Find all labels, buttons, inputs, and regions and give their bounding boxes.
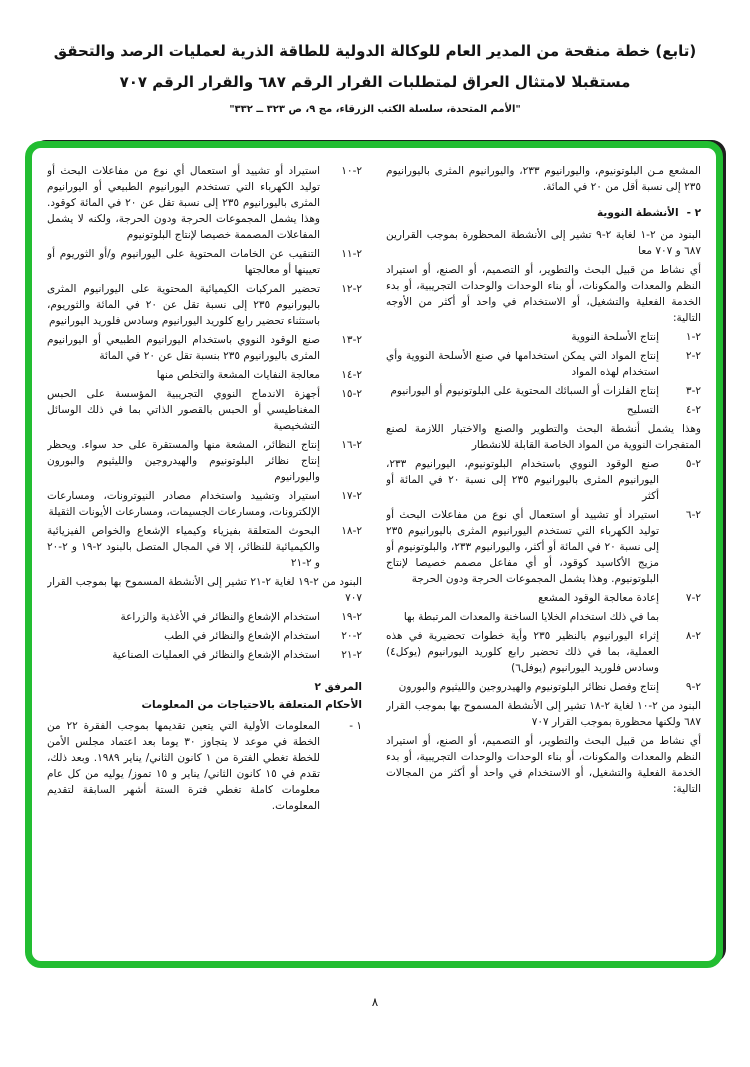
item-text: إعادة معالجة الوقود المشعع <box>538 592 659 604</box>
item-text: صنع الوقود النووي باستخدام اليورانيوم الطبيعي أو اليورانيوم المثرى باليورانيوم ٢٣٥ بنسبة تقل عن ٢٠ في المائة <box>47 334 320 362</box>
item-text: استخدام الإشعاع والنظائر في الطب <box>164 630 320 642</box>
text-block <box>47 628 362 644</box>
two-column-layout <box>47 160 701 953</box>
item-number: ٢-١٠ <box>341 165 362 177</box>
text-block <box>386 383 701 399</box>
item-number: ٢-٢ <box>685 350 701 362</box>
text-block <box>47 488 362 520</box>
text-block <box>47 367 362 383</box>
text-block <box>386 733 701 797</box>
item-number: ٢-١ <box>685 331 701 343</box>
header-title-line-1: (تابع) خطة منقحة من المدير العام للوكالة الدولية للطاقة الذرية لعمليات الرصد والتحقق <box>53 42 697 60</box>
item-number: ٢-٢١ <box>341 649 362 661</box>
item-number: ٢-١٧ <box>341 490 362 502</box>
text-block <box>386 227 701 259</box>
content-frame-border <box>25 141 723 968</box>
text-block <box>386 590 701 606</box>
text-block <box>47 246 362 278</box>
text-block <box>386 329 701 345</box>
text-block <box>386 507 701 587</box>
item-text: التسليح <box>626 404 659 416</box>
item-number: ١ - <box>349 720 362 732</box>
item-text: البنود من ٢-١ لغاية ٢-٩ تشير إلى الأنشطة المحظورة بموجب القرارين ٦٨٧ و ٧٠٧ معا <box>386 229 701 257</box>
text-block <box>386 628 701 676</box>
item-text: إنتاج وفصل نظائر البلوتونيوم والهيدروجين والليثيوم والبورون <box>398 681 659 693</box>
item-number: ٢-١٣ <box>341 334 362 346</box>
item-text: صنع الوقود النووي باستخدام البلوتونيوم، اليورانيوم ٢٣٣، اليورانيوم المثرى باليورانيوم ٢٣٥ إلى نسبة ٢٠ في المائة أو أكثر <box>386 458 660 502</box>
text-block <box>47 647 362 663</box>
item-text: البنود من ٢-١٩ لغاية ٢-٢١ تشير إلى الأنشطة المسموح بها بموجب القرار ٧٠٧ <box>47 576 362 604</box>
item-text: البحوث المتعلقة بفيزياء وكيمياء الإشعاع والخواص الفيزيائية والكيميائية للنظائر، إلا في المجال المتصل بالبنود ٢-١٩ و ٢-٢٠ و ٢-٢١ <box>47 525 320 569</box>
item-text: وهذا يشمل أنشطة البحث والتطوير والصنع والاختبار اللازمة لصنع المتفجرات النووية من المواد الخاصة القابلة للانشطار <box>386 423 701 451</box>
item-text: إنتاج الأسلحة النووية <box>571 331 659 343</box>
item-text: معالجة النفايات المشعة والتخلص منها <box>156 369 320 381</box>
text-block <box>47 437 362 485</box>
item-text: استخدام الإشعاع والنظائر في العمليات الصناعية <box>112 649 320 661</box>
text-block <box>386 421 701 453</box>
text-block <box>386 262 701 326</box>
item-text: البنود من ٢-١٠ لغاية ٢-١٨ تشير إلى الأنشطة المسموح بها بموجب القرار ٦٨٧ ولكنها محظورة بموجب القرار ٧٠٧ <box>386 700 701 728</box>
item-text: استيراد أو تشييد أو استعمال أي نوع من مفاعلات البحث أو توليد الكهرباء التي تستخدم اليورانيوم المثرى باليورانيوم ٢٣٥ إلى نسبة ٢٠ في المائة أو أكثر، واليورانيوم ٢٣٣، والبلوتونيوم أو مزيج الأكاسيد كوقود، أو أي مفاعل مصمم خصيصا لإنتاج البلوتونيوم. وهذا يشمل المجموعات الحرجة ودون الحرجة <box>386 509 659 585</box>
item-text: الأنشطة النووية <box>597 207 679 219</box>
item-text: استخدام الإشعاع والنظائر في الأغذية والزراعة <box>120 611 320 623</box>
document-header <box>0 0 750 115</box>
text-block <box>386 163 701 195</box>
item-text: إنتاج المواد التي يمكن استخدامها في صنع الأسلحة النووية وأي استخدام لهذه المواد <box>386 350 659 378</box>
item-number: ٢-٦ <box>685 509 701 521</box>
item-number: ٢-٨ <box>685 630 701 642</box>
text-block <box>47 523 362 571</box>
text-block <box>386 456 701 504</box>
header-title-line-2: مستقبلا لامتثال العراق لمتطلبات القرار الرقم ٦٨٧ والقرار الرقم ٧٠٧ <box>119 72 631 91</box>
item-text: تحضير المركبات الكيميائية المحتوية على اليورانيوم المثرى باليورانيوم ٢٣٥ إلى نسبة تقل عن ٢٠ في المائة والثوريوم، باستثناء تحضير رابع كلوريد اليورانيوم وسادس فلوريد اليورانيوم <box>47 283 320 327</box>
text-block <box>386 679 701 695</box>
item-text: استيراد أو تشييد أو استعمال أي نوع من مفاعلات البحث أو توليد الكهرباء التي تستخدم اليورانيوم الطبيعي أو اليورانيوم المثرى باليورانيوم ٢٣٥ إلى نسبة تقل عن ٢٠ في المائة كوقود. وهذا يشمل المجموعات الحرجة ودون الحرجة، ولكنه لا يشمل المفاعلات المصممة خصيصا لإنتاج البلوتونيوم <box>47 165 320 241</box>
text-block <box>47 386 362 434</box>
item-number: ٢-١١ <box>341 248 362 260</box>
item-text: المرفق ٢ <box>314 681 362 693</box>
column-left <box>47 160 362 953</box>
item-number: ٢-٩ <box>685 681 701 693</box>
item-number: ٢-١٦ <box>341 439 362 451</box>
item-text: المشعع مـن البلوتونيوم، واليورانيوم ٢٣٣، واليورانيوم المثرى باليورانيوم ٢٣٥ إلى نسبة أقل من ٢٠ في المائة. <box>386 165 701 193</box>
item-number: ٢-١٥ <box>341 388 362 400</box>
item-number: ٢-١٩ <box>341 611 362 623</box>
item-text: أجهزة الاندماج النووي التجريبية المؤسسة على الحبس المغناطيسي أو الحبس بالقصور الذاتي بما في ذلك الوسائل التشخيصية <box>47 388 320 432</box>
item-number: ٢-٥ <box>685 458 701 470</box>
text-block <box>386 348 701 380</box>
text-block <box>47 332 362 364</box>
item-number: ٢-٧ <box>685 592 701 604</box>
text-block <box>47 609 362 625</box>
text-block <box>47 163 362 243</box>
item-text: الأحكام المتعلقة بالاحتياجات من المعلومات <box>141 699 362 711</box>
item-number: ٢-١٤ <box>341 369 362 381</box>
text-block <box>47 574 362 606</box>
item-text: أي نشاط من قبيل البحث والتطوير، أو التصميم، أو الصنع، أو استيراد النظم والمعدات والمكونات، أو بناء الوحدات والوحدات التجريبية، أو بدء الخدمة الفعلية والتشغيل، أو الاستخدام في واحد أو أكثر من الأوجه التالية: <box>386 264 701 324</box>
item-number: ٢-٤ <box>685 404 701 416</box>
column-right <box>386 160 701 953</box>
item-text: المعلومات الأولية التي يتعين تقديمها بموجب الفقرة ٢٢ من الخطة في موعد لا يتجاوز ٣٠ يوما بعد اعتماد مجلس الأمن للخطة تغطي الفترة من ١ كانون الثاني/ يناير ١٩٨٩. وبعد ذلك، تقدم في ١٥ كانون الثاني/ يناير و ١٥ تموز/ يوليه من كل عام معلومات كاملة تغطي فترة الستة أشهر السابقة لتقديم المعلومات. <box>47 720 321 812</box>
page-number: ٨ <box>371 995 379 1009</box>
item-number: ٢-١٢ <box>341 283 362 295</box>
header-source-citation: "الأمم المتحدة، سلسلة الكتب الزرقاء، مج ٩، ص ٣٢٣ ــ ٣٣٢" <box>229 103 521 115</box>
text-block <box>386 402 701 418</box>
text-block <box>47 718 362 814</box>
item-number: ٢-٢٠ <box>341 630 362 642</box>
item-number: ٢-١٨ <box>341 525 362 537</box>
item-text: إثراء اليورانيوم بالنظير ٢٣٥ وأية خطوات تحضيرية في هذه العملية، بما في ذلك تحضير رابع كلوريد اليورانيوم (يوكل٤) وسادس فلوريد اليورانيوم (يوفل٦) <box>386 630 660 674</box>
text-block <box>47 679 362 695</box>
item-number: ٢-٣ <box>685 385 701 397</box>
item-text: التنقيب عن الخامات المحتوية على اليورانيوم و/أو الثوريوم أو تعيينها أو معالجتها <box>47 248 320 276</box>
text-block <box>386 205 701 221</box>
item-text: إنتاج النظائر، المشعة منها والمستقرة على حد سواء. ويحظر إنتاج نظائر البلوتونيوم والهيدروجين والليثيوم والبورون واليورانيوم <box>47 439 320 483</box>
item-text: بما في ذلك استخدام الخلايا الساخنة والمعدات المرتبطة بها <box>403 611 659 623</box>
text-block <box>47 697 362 713</box>
text-block <box>386 609 659 625</box>
item-text: إنتاج الفلزات أو السبائك المحتوية على البلوتونيوم أو اليورانيوم <box>390 385 659 397</box>
item-text: أي نشاط من قبيل البحث والتطوير، أو التصميم، أو الصنع، أو استيراد النظم والمعدات والمكونات، أو بناء الوحدات والوحدات التجريبية، أو بدء الخدمة الفعلية والتشغيل، أو الاستخدام في واحد أو أكثر من المجالات التالية: <box>386 735 701 795</box>
text-block <box>47 281 362 329</box>
text-block <box>386 698 701 730</box>
item-number: ٢ - <box>686 207 701 219</box>
item-text: استيراد وتشييد واستخدام مصادر النيوترونات، ومسارعات الإلكترونات، ومسارعات الجسيمات، ومسارعات الأيونات الثقيلة <box>47 490 320 518</box>
